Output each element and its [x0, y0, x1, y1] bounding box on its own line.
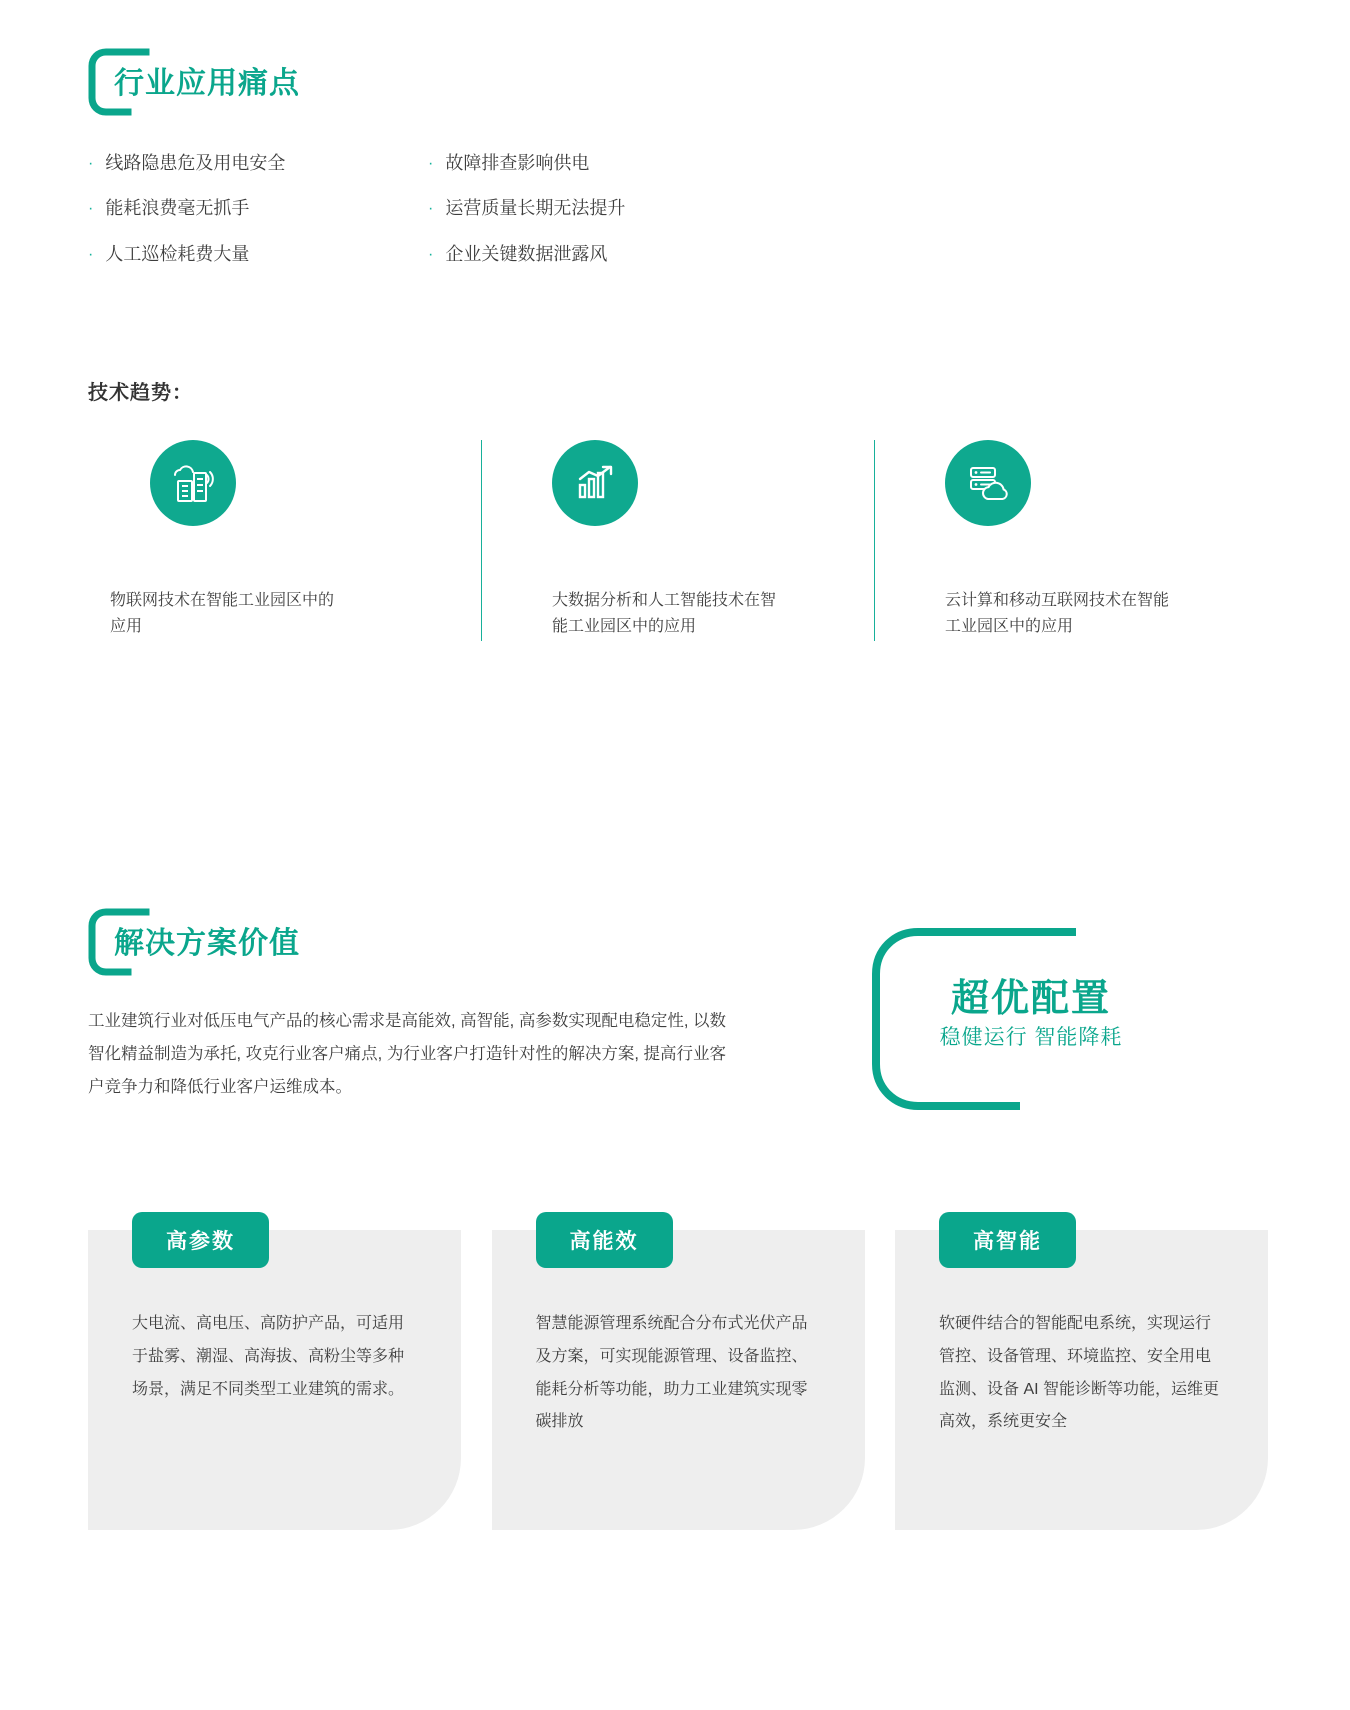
tech-trend-text: 物联网技术在智能工业园区中的应用: [110, 592, 335, 636]
bullet-icon: ·: [428, 155, 434, 172]
value-card-3: [895, 1230, 1268, 1530]
pain-points-column-left: [88, 152, 428, 288]
card-body-text: 大电流、高电压、高防护产品，可适用于盐雾、潮湿、高海拔、高粉尘等多种场景，满足不同类型工业建筑的需求。: [132, 1315, 405, 1398]
list-item: [88, 197, 428, 220]
badge-title: 超优配置: [950, 978, 1111, 1020]
card-body-text: 软硬件结合的智能配电系统，实现运行管控、设备管理、环境监控、安全用电监测、设备 AI 智能诊断等功能，运维更高效，系统更安全: [939, 1315, 1220, 1431]
bracket-decoration-icon: [88, 908, 150, 976]
list-item: [88, 152, 428, 175]
list-item: [88, 243, 428, 266]
badge-subtitle: 稳健运行 智能降耗: [939, 1026, 1123, 1049]
bullet-icon: ·: [88, 200, 94, 218]
highlight-badge: [866, 925, 1166, 1115]
bullet-icon: ·: [88, 245, 94, 263]
list-item: [428, 197, 768, 220]
bracket-decoration-icon: [88, 48, 150, 116]
tech-trend-list: [88, 440, 1268, 641]
tech-trend-text: 云计算和移动互联网技术在智能工业园区中的应用: [945, 592, 1170, 636]
card-tab-label: 高能效: [536, 1212, 673, 1268]
pain-points-column-right: [428, 152, 768, 288]
tech-trend-item-2: [481, 440, 874, 641]
list-item: [428, 152, 768, 175]
solution-paragraph: 工业建筑行业对低压电气产品的核心需求是高能效, 高智能, 高参数实现配电稳定性, 以数智化精益制造为承托, 攻克行业客户痛点, 为行业客户打造针对性的解决方案, 提高行业客户竞争力和降低行业客户运维成本。: [88, 1012, 727, 1096]
tech-trend-label: 技术趋势：: [88, 382, 193, 404]
list-item-label: 故障排查影响供电: [445, 153, 590, 173]
section-title: 解决方案价值: [114, 927, 300, 960]
list-item-label: 能耗浪费毫无抓手: [105, 198, 250, 219]
bar-chart-growth-icon: [552, 440, 638, 526]
section-heading-pain-points: [88, 48, 300, 116]
pain-points-list: [88, 152, 788, 288]
list-item-label: 企业关键数据泄露风: [445, 243, 608, 264]
cloud-server-icon: [945, 440, 1031, 526]
value-cards: [88, 1230, 1268, 1530]
tech-trend-text: 大数据分析和人工智能技术在智能工业园区中的应用: [552, 592, 777, 636]
tech-trend-item-1: [88, 440, 481, 641]
bullet-icon: ·: [88, 155, 94, 172]
value-card-1: [88, 1230, 461, 1530]
iot-building-icon: [150, 440, 236, 526]
card-tab-label: 高智能: [939, 1212, 1076, 1268]
list-item-label: 人工巡检耗费大量: [105, 243, 250, 264]
section-title: 行业应用痛点: [114, 67, 300, 100]
section-heading-solution-value: [88, 908, 300, 976]
list-item-label: 线路隐患危及用电安全: [105, 153, 286, 173]
bullet-icon: ·: [428, 200, 434, 218]
list-item: [428, 243, 768, 266]
bullet-icon: ·: [428, 245, 434, 263]
list-item-label: 运营质量长期无法提升: [445, 198, 626, 219]
card-body-text: 智慧能源管理系统配合分布式光伏产品及方案，可实现能源管理、设备监控、能耗分析等功能，助力工业建筑实现零碳排放: [535, 1315, 808, 1431]
card-tab-label: 高参数: [132, 1212, 269, 1268]
value-card-2: [492, 1230, 865, 1530]
tech-trend-item-3: [874, 440, 1267, 641]
